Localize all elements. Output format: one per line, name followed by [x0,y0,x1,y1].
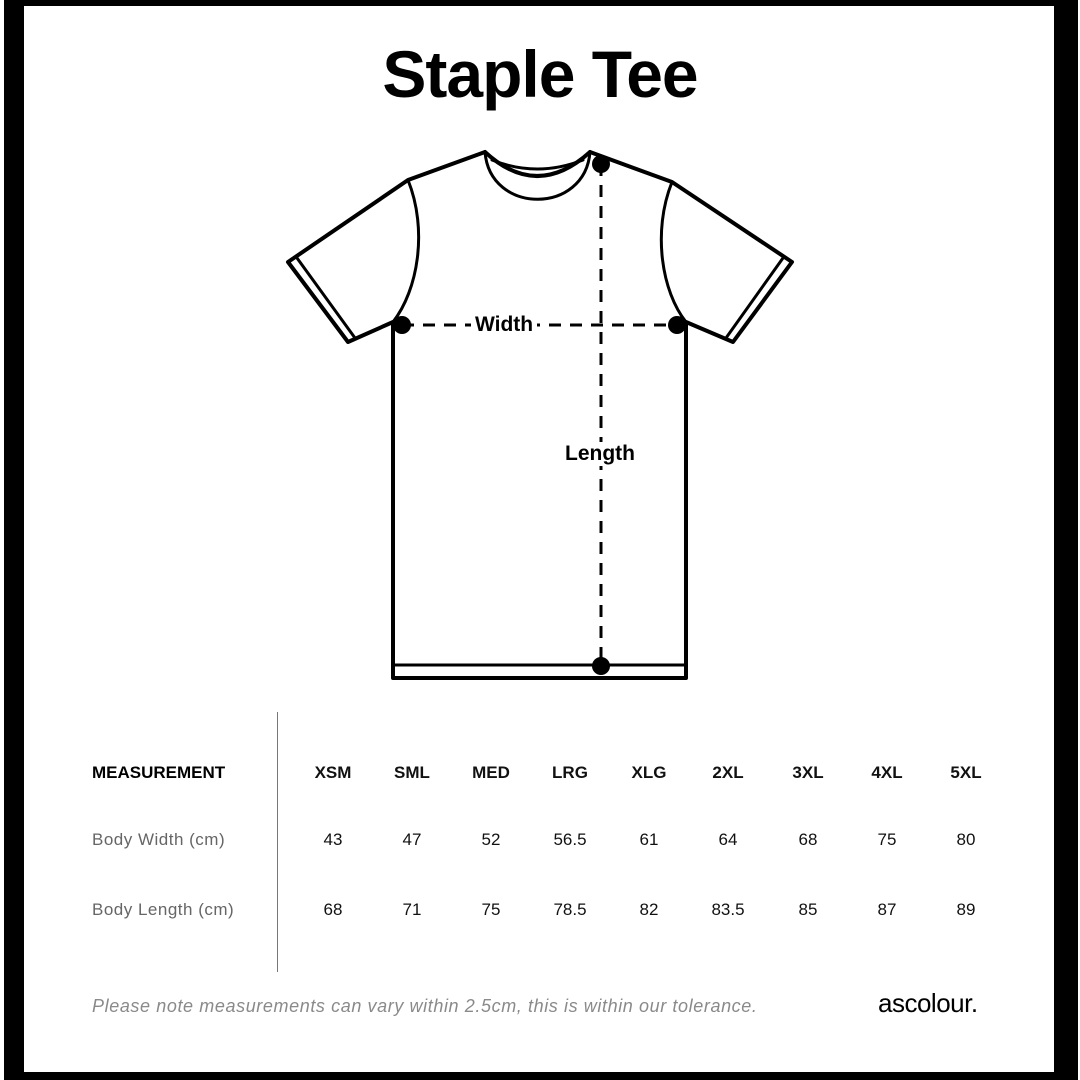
table-cell: 82 [639,900,659,919]
table-cell: 78.5 [553,900,587,919]
width-point-right [668,316,686,334]
tshirt-armhole-left [393,180,419,322]
table-cell: 68 [798,830,818,849]
size-header: XLG [631,763,667,782]
size-header: MED [472,763,510,782]
tshirt-sleeve-hem-right [726,258,783,338]
tshirt-armhole-right [661,182,686,322]
size-header: 2XL [712,763,744,782]
tshirt-outline [288,152,792,678]
table-divider [277,712,278,972]
page-title: Staple Tee [382,37,698,111]
brand-logo: ascolour. [878,988,978,1018]
row-label-body-length: Body Length (cm) [92,900,235,919]
table-cell: 68 [323,900,343,919]
table-cell: 85 [798,900,818,919]
size-header: 4XL [871,763,903,782]
length-point-top [592,155,610,173]
length-label: Length [561,442,639,466]
row-label-body-width: Body Width (cm) [92,830,226,849]
table-header-label: MEASUREMENT [92,763,226,782]
table-cell: 89 [956,900,976,919]
length-point-bottom [592,657,610,675]
width-point-left [393,316,411,334]
table-cell: 47 [402,830,422,849]
table-cell: 71 [402,900,422,919]
table-cell: 87 [877,900,897,919]
table-cell: 64 [718,830,738,849]
size-header: XSM [314,763,352,782]
tshirt-sleeve-hem-left [297,258,355,338]
table-cell: 61 [639,830,659,849]
table-cell: 80 [956,830,976,849]
table-cell: 43 [323,830,343,849]
width-label: Width [471,313,537,337]
table-cell: 75 [877,830,897,849]
table-cell: 52 [481,830,501,849]
size-header: 3XL [792,763,824,782]
size-header: SML [394,763,430,782]
size-header: 5XL [950,763,982,782]
table-cell: 83.5 [711,900,745,919]
tolerance-note: Please note measurements can vary within 2.5cm, this is within our tolerance. [92,996,758,1016]
size-header: LRG [552,763,588,782]
table-cell: 56.5 [553,830,587,849]
table-cell: 75 [481,900,501,919]
